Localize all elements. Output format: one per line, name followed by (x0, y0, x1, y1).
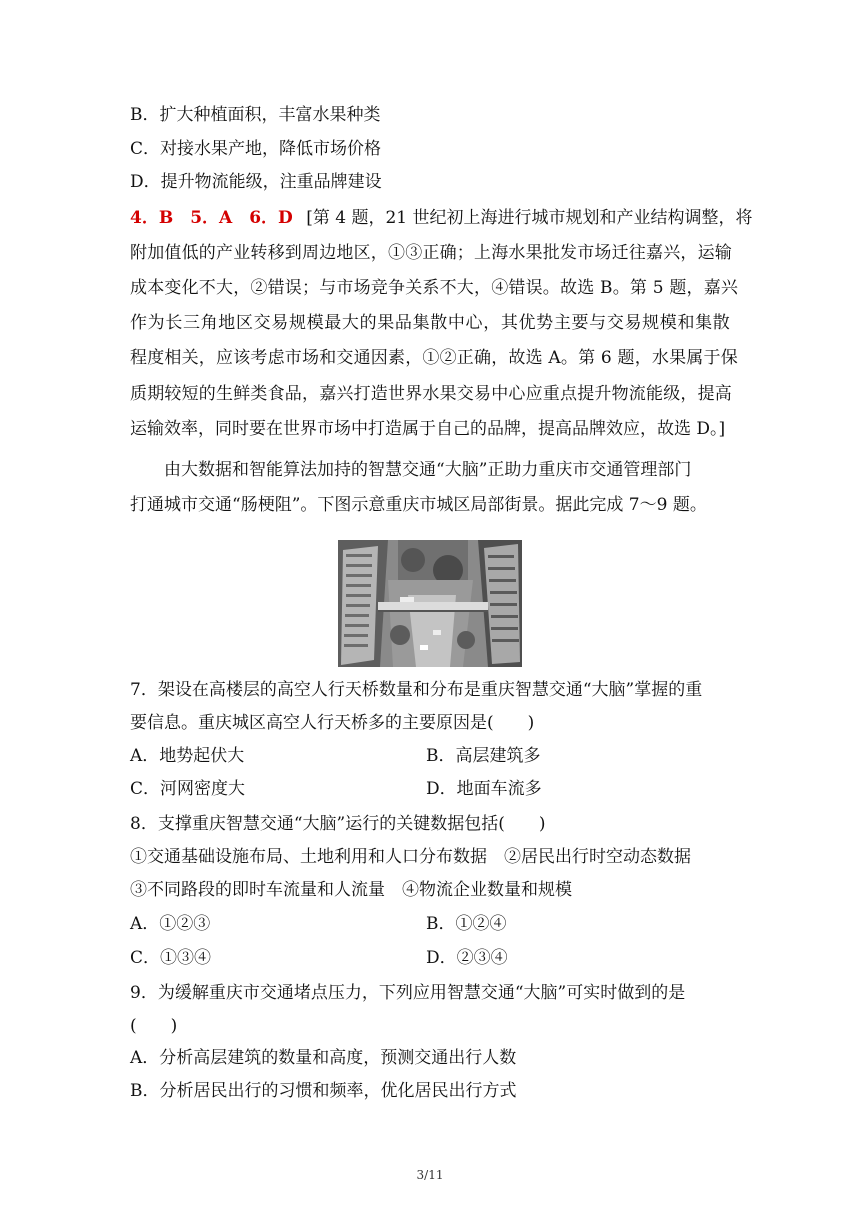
question-8-option-c: C．①③④ (130, 948, 212, 968)
intro-line-1: 由大数据和智能算法加持的智慧交通“大脑”正助力重庆市交通管理部门 (164, 460, 692, 480)
answer-key: 4．B 5．A 6．D (130, 208, 293, 228)
question-9-stem-2: ( ) (130, 1016, 178, 1036)
prev-option-c: C．对接水果产地，降低市场价格 (130, 139, 382, 159)
question-7-option-a: A．地势起伏大 (130, 746, 245, 766)
prev-option-d: D．提升物流能级，注重品牌建设 (130, 172, 382, 192)
question-8-stem-3: ③不同路段的即时车流量和人流量 ④物流企业数量和规模 (130, 880, 572, 900)
question-9-option-b: B．分析居民出行的习惯和频率，优化居民出行方式 (130, 1081, 517, 1101)
explanation-start: [第 4 题，21 世纪初上海进行城市规划和产业结构调整，将 (306, 208, 753, 228)
question-8-option-a: A．①②③ (130, 914, 211, 934)
explanation-line-2: 附加值低的产业转移到周边地区，①③正确；上海水果批发市场迁往嘉兴，运输 (130, 243, 732, 263)
page-number: 3/11 (416, 1168, 444, 1182)
question-7-option-c: C．河网密度大 (130, 779, 246, 799)
question-8-option-b: B．①②④ (426, 914, 507, 934)
question-8-option-d: D．②③④ (426, 948, 508, 968)
intro-line-2: 打通城市交通“肠梗阻”。下图示意重庆市城区局部街景。据此完成 7～9 题。 (130, 495, 707, 515)
street-scene-graphic (338, 540, 522, 667)
question-8-stem-2: ①交通基础设施布局、土地利用和人口分布数据 ②居民出行时空动态数据 (130, 847, 691, 867)
explanation-line-3: 成本变化不大，②错误；与市场竞争关系不大，④错误。故选 B。第 5 题，嘉兴 (130, 278, 739, 298)
question-7-option-d: D．地面车流多 (426, 779, 542, 799)
question-7-option-b: B．高层建筑多 (426, 746, 541, 766)
explanation-line-4: 作为长三角地区交易规模最大的果品集散中心，其优势主要与交易规模和集散 (130, 313, 730, 333)
question-8-stem-1: 8．支撑重庆智慧交通“大脑”运行的关键数据包括( ) (130, 814, 546, 834)
street-scene-photo (338, 540, 522, 667)
question-7-stem-1: 7．架设在高楼层的高空人行天桥数量和分布是重庆智慧交通“大脑”掌握的重 (130, 680, 703, 700)
question-7-stem-2: 要信息。重庆城区高空人行天桥多的主要原因是( ) (130, 713, 535, 733)
prev-option-b: B．扩大种植面积，丰富水果种类 (130, 105, 381, 125)
question-9-option-a: A．分析高层建筑的数量和高度，预测交通出行人数 (130, 1048, 517, 1068)
question-9-stem-1: 9．为缓解重庆市交通堵点压力，下列应用智慧交通“大脑”可实时做到的是 (130, 983, 686, 1003)
explanation-line-7: 运输效率，同时要在世界市场中打造属于自己的品牌，提高品牌效应，故选 D。] (130, 419, 726, 439)
explanation-line-5: 程度相关，应该考虑市场和交通因素，①②正确，故选 A。第 6 题，水果属于保 (130, 348, 738, 368)
explanation-line-6: 质期较短的生鲜类食品，嘉兴打造世界水果交易中心应重点提升物流能级，提高 (130, 384, 732, 404)
answer-explanation-line-1 (130, 208, 753, 228)
